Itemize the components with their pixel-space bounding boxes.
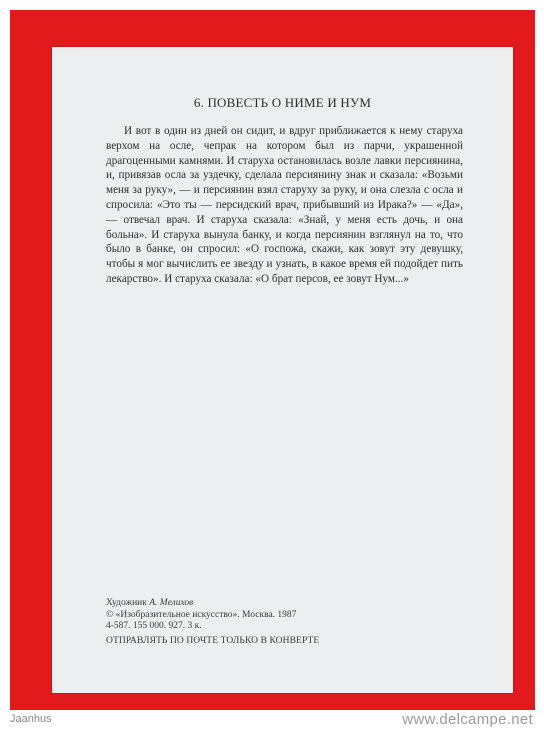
artist-label: Художник [106,598,147,608]
artist-name: А. Мелихов [149,598,194,608]
story-title: 6. ПОВЕСТЬ О НИМЕ И НУМ [193,95,372,110]
catalog-line: 4-587. 155 000. 927. 3 к. [106,621,202,631]
mailing-instruction: ОТПРАВЛЯТЬ ПО ПОЧТЕ ТОЛЬКО В КОНВЕРТЕ [106,636,320,646]
site-watermark: www.delcampe.net [402,711,533,728]
credits [106,598,486,633]
postcard-back [52,47,513,693]
story-text [106,124,463,287]
story-paragraph: И вот в один из дней он сидит, и вдруг приближается к нему старуха верхом на осле, чепрак на котором был из парчи, украшенной драгоценными камнями. И старуха остановилась возле лавки персиянина, и, привязав осла за уздечку, сделала персиянину знак и сказала: «Возьми меня за руку», — и персиянин взял старуху за руку, и она слезла с осла и спросила: «Это ты — персидский врач, прибывший из Ирака?» — «Да», — отвечал врач. И старуха сказала: «Знай, у меня есть дочь, и она больна». И старуха вынула банку, и когда персиянин взглянул на то, что было в банке, он спросил: «О госпожа, скажи, как зовут эту девушку, чтобы я мог вычислить ее звезду и узнать, в какое время ей подойдет пить лекарство». И старуха сказала: «О брат персов, ее зовут Нум...» [106,125,463,285]
publisher-line: © «Изобразительное искусство». Москва. 1987 [106,609,297,620]
artist-line [106,598,486,610]
seller-watermark: Jaanhus [10,713,52,725]
